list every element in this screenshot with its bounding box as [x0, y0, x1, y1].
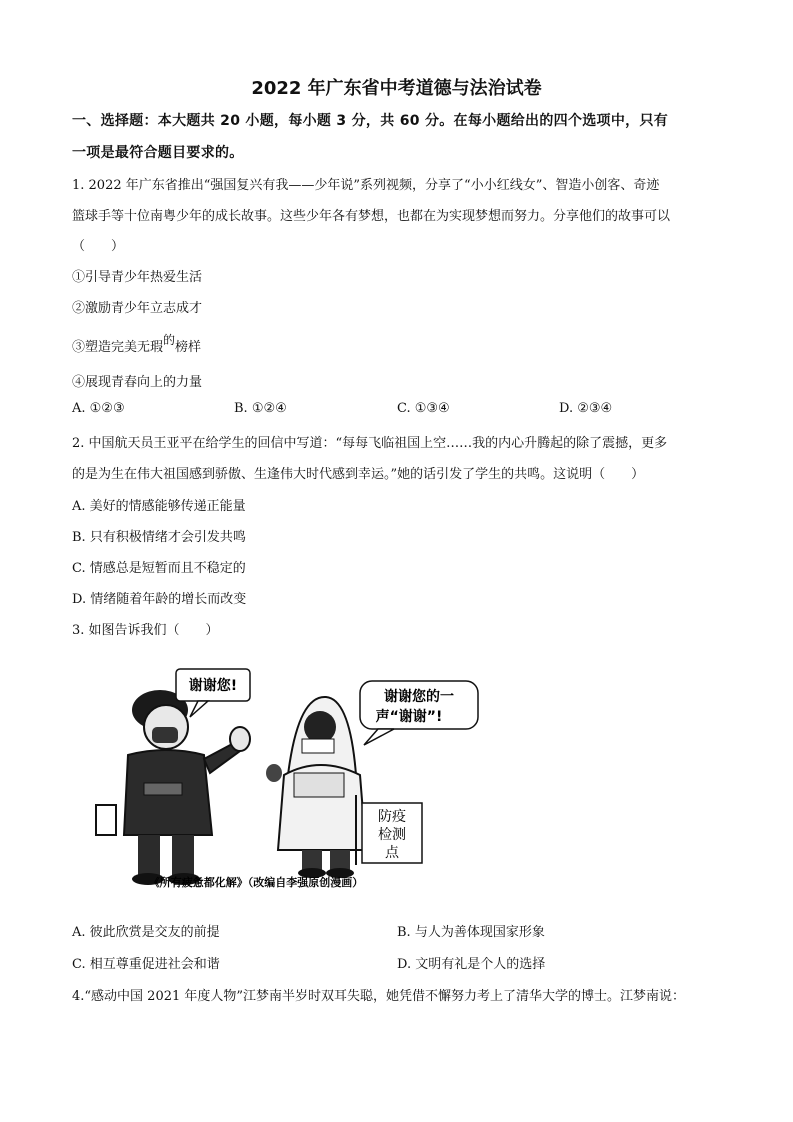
q2-option-b[interactable]: B. 只有积极情绪才会引发共鸣: [72, 530, 246, 545]
q3-option-b[interactable]: B. 与人为善体现国家形象: [397, 925, 545, 940]
sign-line1: 防疫: [378, 809, 406, 825]
q1-statement-3: ③塑造完美无瑕的榜样: [72, 333, 202, 355]
q2-option-c[interactable]: C. 情感总是短暂而且不稳定的: [72, 561, 246, 576]
q3-option-a[interactable]: A. 彼此欣赏是交友的前提: [72, 925, 220, 940]
section-heading-line1: 一、选择题：本大题共 20 小题，每小题 3 分，共 60 分。在每小题给出的四个选项中，只有: [72, 113, 669, 129]
man-figure: [96, 690, 250, 885]
q1-answer-paren: （ ）: [72, 239, 125, 254]
q3-stem: 3. 如图告诉我们（ ）: [72, 623, 219, 638]
q4-stem-line1: 4.“感动中国 2021 年度人物”江梦南半岁时双耳失聪，她凭借不懈努力考上了清华大学的博士。江梦南说：: [72, 989, 686, 1004]
sign-line3: 点: [385, 845, 399, 861]
q2-stem-line1: 2. 中国航天员王亚平在给学生的回信中写道：“每每飞临祖国上空……我的内心升腾起的除了震撼，更多: [72, 436, 668, 451]
page-title: 2022 年广东省中考道德与法治试卷: [251, 78, 542, 99]
bubble-right-text-line2: 声“谢谢”!: [375, 709, 443, 725]
section-heading-line2: 一项是最符合题目要求的。: [72, 145, 244, 161]
q1-statement-1: ①引导青少年热爱生活: [72, 270, 203, 285]
q1-option-b[interactable]: B. ①②④: [234, 401, 287, 416]
q1-statement-2: ②激励青少年立志成才: [72, 301, 203, 316]
q1-stem-line1: 1. 2022 年广东省推出“强国复兴有我——少年说”系列视频，分享了“小小红线女”、智造小创客、奇迹: [72, 178, 660, 193]
testing-point-sign: [362, 803, 422, 863]
q2-option-d[interactable]: D. 情绪随着年龄的增长而改变: [72, 592, 247, 607]
q1-option-c[interactable]: C. ①③④: [397, 401, 450, 416]
bubble-left-text: 谢谢您!: [188, 678, 238, 694]
q2-stem-line2: 的是为生在伟大祖国感到骄傲、生逢伟大时代感到幸运。”她的话引发了学生的共鸣。这说明（ ）: [72, 467, 645, 482]
speech-bubble-right: [360, 681, 478, 745]
q1-statement-4: ④展现青春向上的力量: [72, 375, 203, 390]
q1-option-d[interactable]: D. ②③④: [559, 401, 613, 416]
q2-option-a[interactable]: A. 美好的情感能够传递正能量: [72, 499, 246, 514]
q3-option-d[interactable]: D. 文明有礼是个人的选择: [397, 957, 546, 972]
health-worker-figure: [266, 697, 366, 878]
bubble-right-text-line1: 谢谢您的一: [384, 689, 454, 705]
q3-cartoon: [88, 655, 508, 900]
q1-stem-line2: 篮球手等十位南粤少年的成长故事。这些少年各有梦想，也都在为实现梦想而努力。分享他们的故事可以: [72, 209, 671, 224]
q1-option-a[interactable]: A. ①②③: [72, 401, 125, 416]
cartoon-caption: 《所有疲惫都化解》（改编自李强原创漫画）: [148, 876, 364, 889]
q3-option-c[interactable]: C. 相互尊重促进社会和谐: [72, 957, 220, 972]
sign-line2: 检测: [378, 827, 406, 843]
